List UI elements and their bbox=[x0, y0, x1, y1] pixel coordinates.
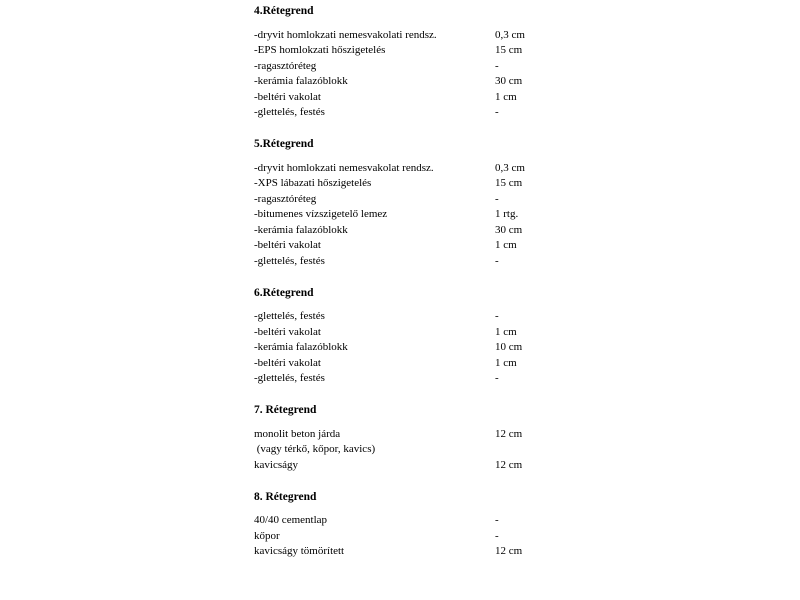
layer-thickness: 10 cm bbox=[495, 341, 523, 353]
layer-label: -EPS homlokzati hőszigetelés bbox=[254, 44, 386, 56]
layer-label: (vagy térkő, kőpor, kavics) bbox=[254, 443, 376, 455]
layer-row bbox=[254, 529, 554, 545]
layer-label: -kerámia falazóblokk bbox=[254, 341, 348, 353]
layer-label: -beltéri vakolat bbox=[254, 356, 321, 369]
layer-row bbox=[254, 207, 554, 223]
layer-label: -ragasztóréteg bbox=[254, 192, 317, 205]
layer-thickness: 12 cm bbox=[495, 545, 523, 557]
layer-label: -ragasztóréteg bbox=[254, 59, 317, 72]
layer-row bbox=[254, 513, 554, 529]
layer-label: -glettelés, festés bbox=[254, 254, 325, 267]
layer-row bbox=[254, 192, 554, 208]
section-7 bbox=[254, 403, 554, 473]
layer-thickness: - bbox=[495, 514, 499, 526]
section-8 bbox=[254, 490, 554, 560]
layer-label: -dryvit homlokzati nemesvakolat rendsz. bbox=[254, 161, 434, 174]
layer-thickness: - bbox=[495, 254, 499, 267]
layer-row bbox=[254, 43, 554, 59]
layer-thickness: 1 cm bbox=[495, 239, 517, 251]
layer-row bbox=[254, 90, 554, 106]
layer-label: -beltéri vakolat bbox=[254, 325, 321, 338]
layer-thickness: 1 cm bbox=[495, 90, 517, 103]
layer-thickness: 1 rtg. bbox=[495, 208, 519, 220]
layer-label: -glettelés, festés bbox=[254, 372, 325, 384]
document-page bbox=[254, 4, 554, 576]
layer-row bbox=[254, 105, 554, 121]
layer-row bbox=[254, 161, 554, 177]
layer-row bbox=[254, 427, 554, 443]
layer-label: -XPS lábazati hőszigetelés bbox=[254, 177, 372, 189]
layer-thickness: 12 cm bbox=[495, 427, 523, 440]
section-6 bbox=[254, 286, 554, 387]
layer-row bbox=[254, 223, 554, 239]
section-heading: 7. Rétegrend bbox=[254, 404, 317, 416]
layer-thickness: - bbox=[495, 59, 499, 72]
layer-thickness: 0,3 cm bbox=[495, 28, 525, 41]
layer-row bbox=[254, 238, 554, 254]
layer-label: monolit beton járda bbox=[254, 427, 341, 440]
section-heading: 5.Rétegrend bbox=[254, 138, 314, 150]
layer-label: kavicságy bbox=[254, 458, 298, 471]
layer-row bbox=[254, 442, 554, 458]
layer-thickness: - bbox=[495, 372, 499, 384]
layer-thickness: 15 cm bbox=[495, 177, 523, 189]
layer-label: -glettelés, festés bbox=[254, 106, 325, 118]
section-heading: 4.Rétegrend bbox=[254, 5, 314, 17]
layer-label: -kerámia falazóblokk bbox=[254, 223, 348, 236]
layer-row bbox=[254, 340, 554, 356]
section-heading: 8. Rétegrend bbox=[254, 490, 317, 503]
layer-thickness: - bbox=[495, 310, 499, 322]
layer-thickness: 1 cm bbox=[495, 325, 517, 338]
layer-row bbox=[254, 458, 554, 474]
section-5 bbox=[254, 137, 554, 269]
layer-row bbox=[254, 325, 554, 341]
layer-row bbox=[254, 74, 554, 90]
layer-row bbox=[254, 309, 554, 325]
layer-thickness: 0,3 cm bbox=[495, 161, 525, 174]
layer-label: kavicságy tömörített bbox=[254, 545, 345, 557]
layer-thickness: 1 cm bbox=[495, 356, 517, 369]
layer-thickness: 12 cm bbox=[495, 458, 523, 471]
layer-thickness: - bbox=[495, 192, 499, 205]
layer-label: 40/40 cementlap bbox=[254, 514, 328, 526]
layer-row bbox=[254, 28, 554, 44]
layer-thickness: 30 cm bbox=[495, 223, 523, 236]
layer-row bbox=[254, 371, 554, 387]
layer-thickness: - bbox=[495, 106, 499, 118]
layer-label: -dryvit homlokzati nemesvakolati rendsz. bbox=[254, 28, 437, 41]
layer-label: -bitumenes vízszigetelő lemez bbox=[254, 208, 388, 220]
layer-row bbox=[254, 59, 554, 75]
layer-label: -kerámia falazóblokk bbox=[254, 75, 348, 87]
layer-label: -beltéri vakolat bbox=[254, 239, 321, 251]
layer-thickness: 30 cm bbox=[495, 75, 523, 87]
layer-thickness: 15 cm bbox=[495, 44, 523, 56]
layer-row bbox=[254, 176, 554, 192]
layer-row bbox=[254, 544, 554, 560]
section-heading: 6.Rétegrend bbox=[254, 286, 314, 299]
layer-row bbox=[254, 356, 554, 372]
layer-label: -beltéri vakolat bbox=[254, 90, 321, 103]
layer-label: kőpor bbox=[254, 529, 280, 542]
section-4 bbox=[254, 4, 554, 121]
layer-row bbox=[254, 254, 554, 270]
layer-label: -glettelés, festés bbox=[254, 310, 325, 322]
layer-thickness: - bbox=[495, 529, 499, 542]
